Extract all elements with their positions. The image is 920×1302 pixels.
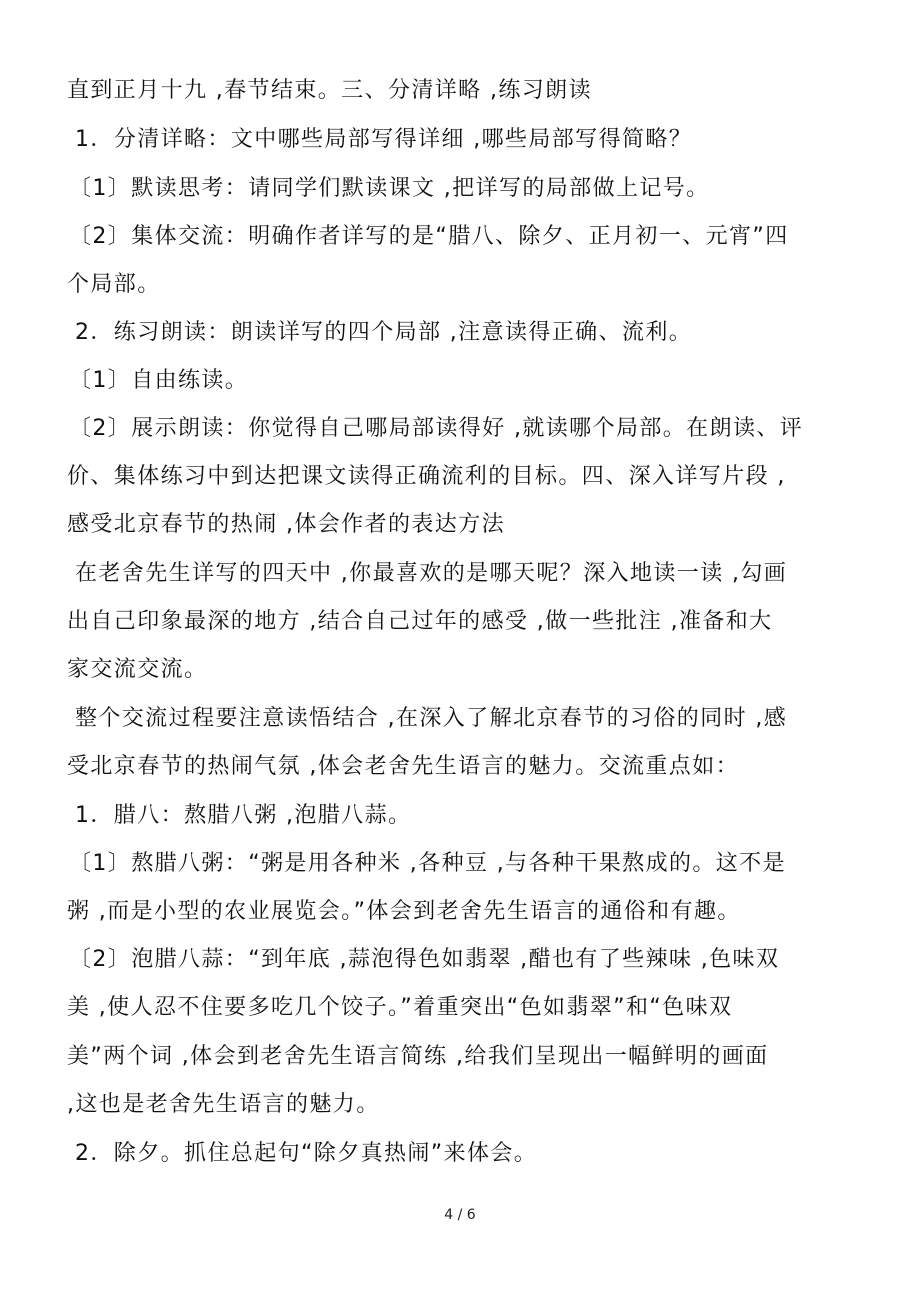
text-line: 〔1〕默读思考：请同学们默读课文 ,把详写的局部做上记号。: [69, 176, 710, 201]
text-line: 在老舍先生详写的四天中 ,你最喜欢的是哪天呢？深入地读一读 ,勾画: [75, 561, 788, 586]
text-line: 1．分清详略：文中哪些局部写得详细 ,哪些局部写得简略？: [75, 127, 693, 152]
text-line: 2．练习朗读：朗读详写的四个局部 ,注意读得正确、流利。: [75, 320, 693, 345]
text-line: 价、集体练习中到达把课文读得正确流利的目标。四、深入详写片段 ,: [67, 464, 786, 489]
text-line: 整个交流过程要注意读悟结合 ,在深入了解北京春节的习俗的同时 ,感: [75, 706, 788, 731]
text-line: 个局部。: [67, 272, 161, 297]
text-line: 出自己印象最深的地方 ,结合自己过年的感受 ,做一些批注 ,准备和大: [67, 609, 773, 634]
text-line: 〔1〕自由练读。: [69, 368, 249, 393]
page-indicator: 4 / 6: [444, 1207, 476, 1223]
text-line: ,这也是老舍先生语言的魅力。: [67, 1092, 380, 1117]
text-line: 家交流交流。: [67, 657, 208, 682]
text-line: 直到正月十九 ,春节结束。三、分清详略 ,练习朗读: [67, 78, 592, 103]
text-line: 2．除夕。抓住总起句“除夕真热闹”来体会。: [75, 1141, 538, 1166]
text-line: 受北京春节的热闹气氛 ,体会老舍先生语言的魅力。交流重点如：: [67, 754, 739, 779]
text-line: 〔2〕泡腊八蒜：“到年底 ,蒜泡得色如翡翠 ,醋也有了些辣味 ,色味双: [69, 947, 780, 972]
text-line: 美”两个词 ,体会到老舍先生语言简练 ,给我们呈现出一幅鲜明的画面: [67, 1044, 769, 1069]
text-line: 〔2〕展示朗读：你觉得自己哪局部读得好 ,就读哪个局部。在朗读、评: [69, 416, 804, 441]
text-line: 粥 ,而是小型的农业展览会。”体会到老舍先生语言的通俗和有趣。: [67, 899, 741, 924]
text-line: 1．腊八：熬腊八粥 ,泡腊八蒜。: [75, 803, 412, 828]
text-line: 〔1〕熬腊八粥：“粥是用各种米 ,各种豆 ,与各种干果熬成的。这不是: [69, 851, 786, 876]
text-line: 感受北京春节的热闹 ,体会作者的表达方法: [67, 512, 505, 537]
text-line: 美 ,使人忍不住要多吃几个饺子。”着重突出“色如翡翠”和“色味双: [67, 995, 733, 1020]
text-line: 〔2〕集体交流：明确作者详写的是“腊八、除夕、正月初一、元宵”四: [69, 224, 789, 249]
